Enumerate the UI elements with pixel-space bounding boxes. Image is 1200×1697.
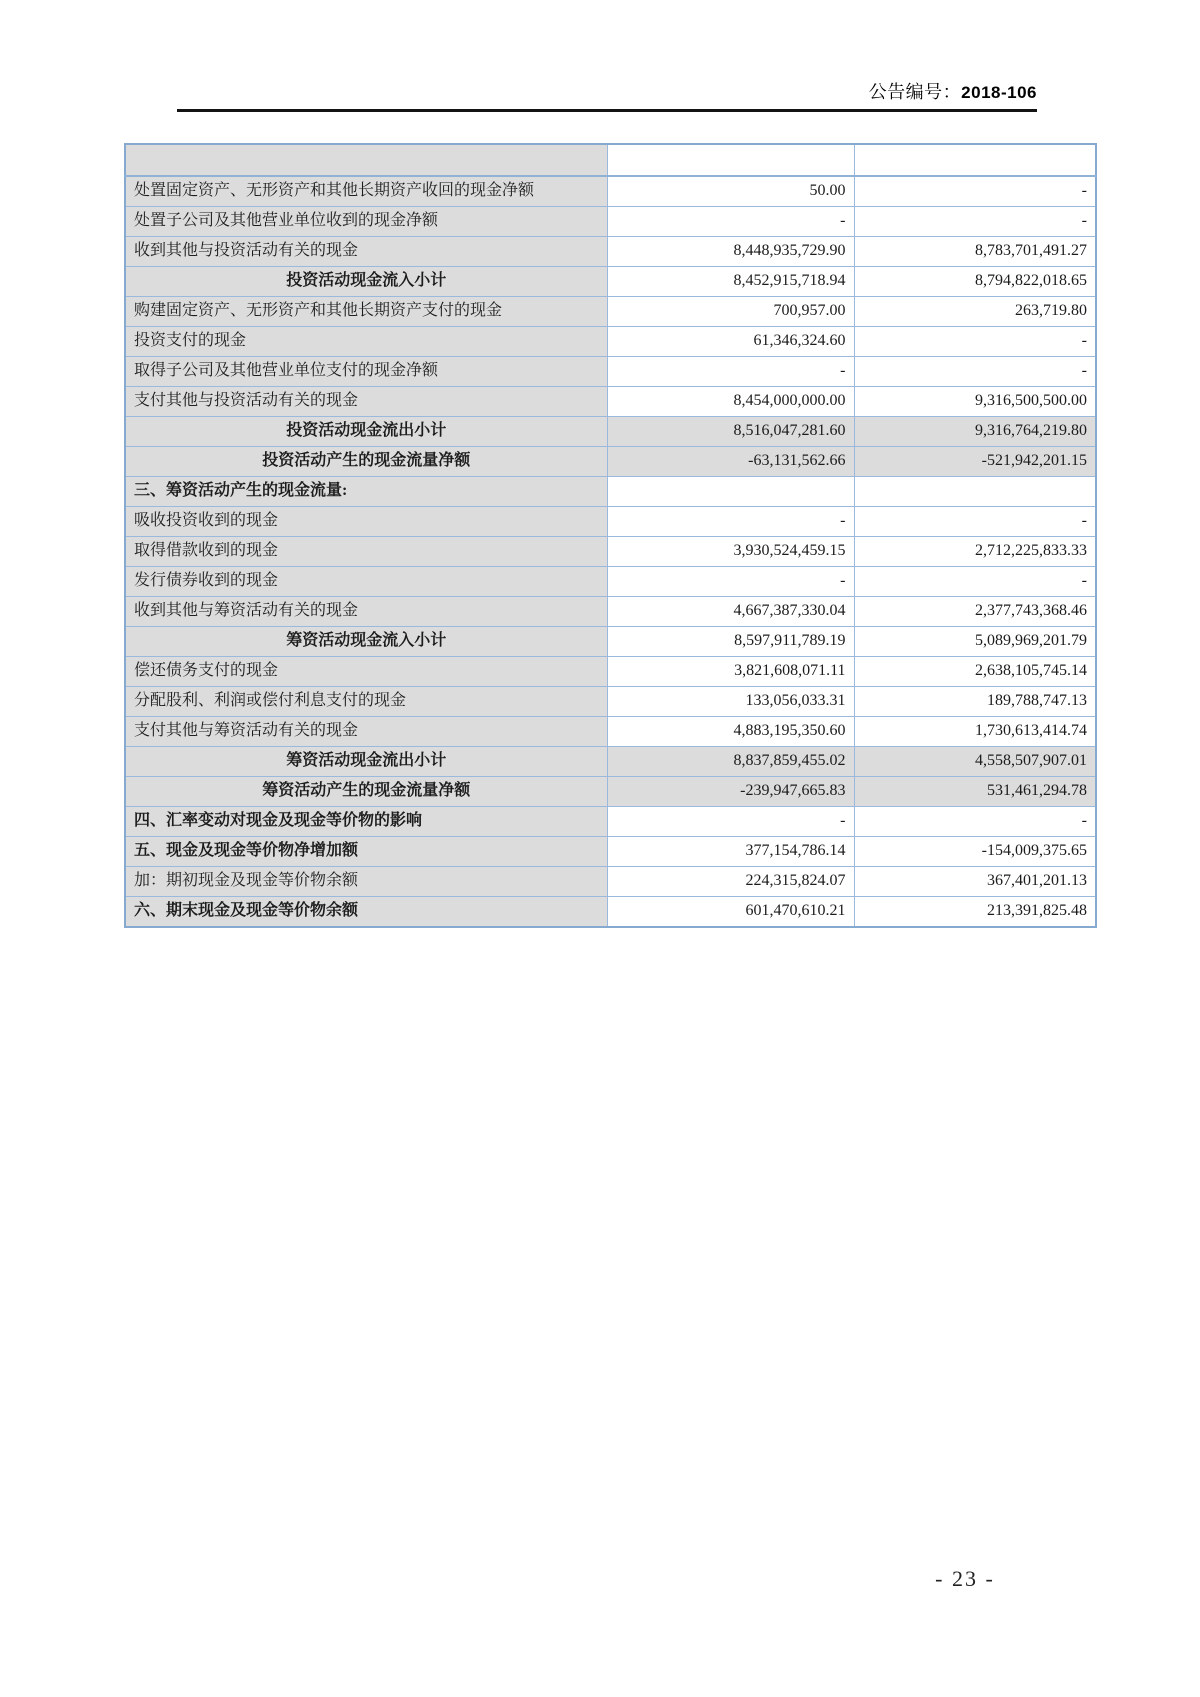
table-row [125,567,1096,597]
value-prior-period: 9,316,764,219.80 [854,417,1096,447]
value-current-period: 3,821,608,071.11 [607,657,854,687]
announcement-number [0,78,1037,104]
value-prior-period: 1,730,613,414.74 [854,717,1096,747]
row-label: 吸收投资收到的现金 [125,507,607,537]
value-prior-period [854,477,1096,507]
table-row [125,657,1096,687]
row-label: 取得借款收到的现金 [125,537,607,567]
value-prior-period: 8,783,701,491.27 [854,237,1096,267]
row-label [125,144,607,176]
value-prior-period: 367,401,201.13 [854,867,1096,897]
table-row [125,537,1096,567]
table-row [125,477,1096,507]
value-prior-period: 189,788,747.13 [854,687,1096,717]
row-label: 偿还债务支付的现金 [125,657,607,687]
value-current-period [607,144,854,176]
value-prior-period: - [854,507,1096,537]
table-row [125,717,1096,747]
row-label: 投资活动现金流入小计 [125,267,607,297]
value-current-period: 4,883,195,350.60 [607,717,854,747]
value-prior-period [854,144,1096,176]
table-row [125,747,1096,777]
table-row [125,597,1096,627]
table-row [125,297,1096,327]
value-current-period: 8,597,911,789.19 [607,627,854,657]
row-label: 收到其他与筹资活动有关的现金 [125,597,607,627]
table-row [125,267,1096,297]
value-prior-period: - [854,807,1096,837]
row-label: 加：期初现金及现金等价物余额 [125,867,607,897]
row-label: 支付其他与筹资活动有关的现金 [125,717,607,747]
value-current-period: 4,667,387,330.04 [607,597,854,627]
table-row [125,897,1096,928]
value-current-period: - [607,207,854,237]
value-current-period: - [607,507,854,537]
value-prior-period: 5,089,969,201.79 [854,627,1096,657]
value-prior-period: 2,638,105,745.14 [854,657,1096,687]
row-label: 筹资活动产生的现金流量净额 [125,777,607,807]
page-number: - 23 - [935,1566,995,1591]
value-current-period: -63,131,562.66 [607,447,854,477]
value-prior-period: - [854,327,1096,357]
row-label: 筹资活动现金流入小计 [125,627,607,657]
value-current-period: 133,056,033.31 [607,687,854,717]
value-prior-period: 2,712,225,833.33 [854,537,1096,567]
value-prior-period: 213,391,825.48 [854,897,1096,928]
value-current-period: 377,154,786.14 [607,837,854,867]
table-row [125,507,1096,537]
table-row [125,447,1096,477]
value-current-period: 61,346,324.60 [607,327,854,357]
value-current-period: 8,454,000,000.00 [607,387,854,417]
row-label: 支付其他与投资活动有关的现金 [125,387,607,417]
announcement-number-label: 公告编号： [868,82,962,102]
table-row [125,807,1096,837]
table-row [125,357,1096,387]
cash-flow-table-wrap [124,143,1095,928]
value-prior-period: 9,316,500,500.00 [854,387,1096,417]
value-current-period: 50.00 [607,176,854,207]
table-header-row [125,144,1096,176]
row-label: 投资支付的现金 [125,327,607,357]
table-row [125,327,1096,357]
table-row [125,237,1096,267]
table-row [125,207,1096,237]
value-current-period: - [607,807,854,837]
value-prior-period: 4,558,507,907.01 [854,747,1096,777]
table-row [125,387,1096,417]
value-current-period: 8,516,047,281.60 [607,417,854,447]
table-row [125,777,1096,807]
value-prior-period: - [854,567,1096,597]
table-row [125,687,1096,717]
value-prior-period: -521,942,201.15 [854,447,1096,477]
row-label: 发行债券收到的现金 [125,567,607,597]
value-current-period: 700,957.00 [607,297,854,327]
table-row [125,417,1096,447]
value-current-period: 601,470,610.21 [607,897,854,928]
cash-flow-table [124,143,1097,928]
value-prior-period: 8,794,822,018.65 [854,267,1096,297]
value-prior-period: 263,719.80 [854,297,1096,327]
announcement-number-value: 2018-106 [961,83,1037,102]
row-label: 收到其他与投资活动有关的现金 [125,237,607,267]
table-row [125,867,1096,897]
value-current-period: 224,315,824.07 [607,867,854,897]
value-current-period: - [607,357,854,387]
value-current-period: 8,452,915,718.94 [607,267,854,297]
row-label: 购建固定资产、无形资产和其他长期资产支付的现金 [125,297,607,327]
row-label: 投资活动现金流出小计 [125,417,607,447]
row-label: 六、期末现金及现金等价物余额 [125,897,607,928]
value-prior-period: 531,461,294.78 [854,777,1096,807]
value-current-period: 8,837,859,455.02 [607,747,854,777]
row-label: 处置子公司及其他营业单位收到的现金净额 [125,207,607,237]
table-row [125,176,1096,207]
value-prior-period: -154,009,375.65 [854,837,1096,867]
header-rule [177,109,1037,112]
value-prior-period: - [854,357,1096,387]
row-label: 取得子公司及其他营业单位支付的现金净额 [125,357,607,387]
row-label: 投资活动产生的现金流量净额 [125,447,607,477]
value-current-period: 3,930,524,459.15 [607,537,854,567]
row-label: 筹资活动现金流出小计 [125,747,607,777]
table-row [125,837,1096,867]
row-label: 五、现金及现金等价物净增加额 [125,837,607,867]
row-label: 三、筹资活动产生的现金流量: [125,477,607,507]
row-label: 四、汇率变动对现金及现金等价物的影响 [125,807,607,837]
table-row [125,627,1096,657]
row-label: 分配股利、利润或偿付利息支付的现金 [125,687,607,717]
value-current-period: - [607,567,854,597]
value-prior-period: - [854,207,1096,237]
value-current-period: -239,947,665.83 [607,777,854,807]
value-current-period [607,477,854,507]
value-prior-period: - [854,176,1096,207]
value-current-period: 8,448,935,729.90 [607,237,854,267]
row-label: 处置固定资产、无形资产和其他长期资产收回的现金净额 [125,176,607,207]
value-prior-period: 2,377,743,368.46 [854,597,1096,627]
